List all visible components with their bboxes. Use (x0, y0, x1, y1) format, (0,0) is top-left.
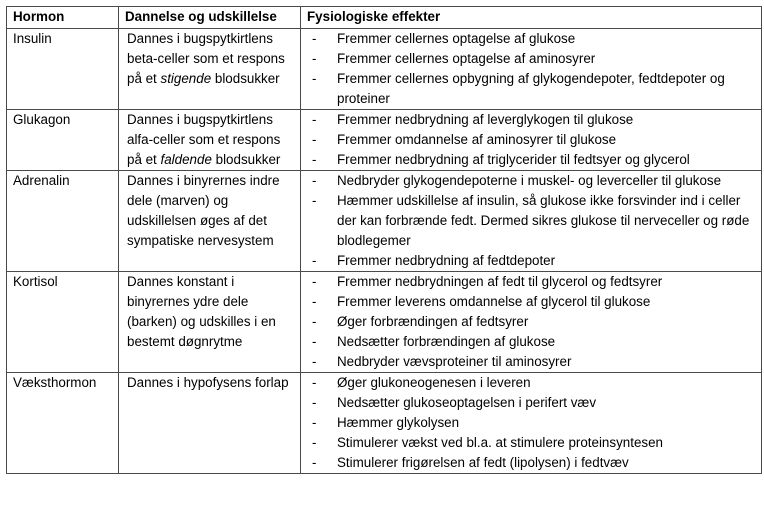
effects-list (307, 29, 755, 109)
list-item: - Øger glukoneogenesen i leveren (307, 373, 755, 393)
formation-text-part: Dannes konstant i binyrernes ydre dele (barken) og udskilles i en bestemt døgnrytme (127, 274, 276, 349)
formation-text (119, 110, 301, 171)
list-item: - Fremmer omdannelse af aminosyrer til glukose (307, 130, 755, 150)
list-item: - Nedsætter glukoseoptagelsen i perifert væv (307, 393, 755, 413)
hormone-table (6, 6, 762, 474)
list-item: - Stimulerer vækst ved bl.a. at stimulere proteinsyntesen (307, 433, 755, 453)
formation-text (119, 272, 301, 373)
formation-text (119, 373, 301, 474)
effects-list (307, 272, 755, 372)
header-formation: Dannelse og udskillelse (119, 7, 301, 29)
list-item: - Nedbryder vævsproteiner til aminosyrer (307, 352, 755, 372)
formation-text (119, 29, 301, 110)
list-item: - Fremmer nedbrydning af leverglykogen til glukose (307, 110, 755, 130)
header-row (7, 7, 762, 29)
effects-cell (301, 171, 762, 272)
effects-cell (301, 373, 762, 474)
table-row (7, 171, 762, 272)
header-effects: Fysiologiske effekter (301, 7, 762, 29)
list-item: - Fremmer nedbrydning af fedtdepoter (307, 251, 755, 271)
formation-emphasis: stigende (160, 71, 212, 86)
table-row (7, 272, 762, 373)
table-row (7, 373, 762, 474)
list-item: - Nedbryder glykogendepoterne i muskel- og leverceller til glukose (307, 171, 755, 191)
list-item: - Stimulerer frigørelsen af fedt (lipolysen) i fedtvæv (307, 453, 755, 473)
list-item: - Fremmer leverens omdannelse af glycerol til glukose (307, 292, 755, 312)
formation-text-part: blodsukker (211, 152, 281, 167)
formation-text-part: Dannes i hypofysens forlap (127, 375, 289, 390)
header-hormone: Hormon (7, 7, 119, 29)
hormone-name: Adrenalin (7, 171, 119, 272)
effects-list (307, 171, 755, 271)
list-item: - Fremmer cellernes optagelse af aminosyrer (307, 49, 755, 69)
effects-list (307, 110, 755, 170)
list-item: - Nedsætter forbrændingen af glukose (307, 332, 755, 352)
list-item: - Øger forbrændingen af fedtsyrer (307, 312, 755, 332)
effects-cell (301, 272, 762, 373)
list-item: - Fremmer nedbrydningen af fedt til glycerol og fedtsyrer (307, 272, 755, 292)
formation-text (119, 171, 301, 272)
effects-list (307, 373, 755, 473)
list-item: - Fremmer cellernes opbygning af glykogendepoter, fedtdepoter og proteiner (307, 69, 755, 109)
hormone-name: Insulin (7, 29, 119, 110)
effects-cell (301, 110, 762, 171)
list-item: - Hæmmer udskillelse af insulin, så glukose ikke forsvinder ind i celler der kan forbrænde fedt. Dermed sikres glukose til nerveceller og røde blodlegemer (307, 191, 755, 251)
formation-text-part: Dannes i bugspytkirtlens beta-celler som et respons på et (127, 31, 285, 86)
formation-emphasis: faldende (160, 152, 212, 167)
list-item: - Fremmer cellernes optagelse af glukose (307, 29, 755, 49)
list-item: - Hæmmer glykolysen (307, 413, 755, 433)
formation-text-part: Dannes i binyrernes indre dele (marven) og udskillelsen øges af det sympatiske nervesystem (127, 173, 280, 248)
table-row (7, 110, 762, 171)
formation-text-part: blodsukker (211, 71, 280, 86)
table-row (7, 29, 762, 110)
effects-cell (301, 29, 762, 110)
formation-text-part: Dannes i bugspytkirtlens alfa-celler som et respons på et (127, 112, 281, 167)
list-item: - Fremmer nedbrydning af triglycerider til fedtsyer og glycerol (307, 150, 755, 170)
hormone-name: Glukagon (7, 110, 119, 171)
hormone-name: Væksthormon (7, 373, 119, 474)
hormone-name: Kortisol (7, 272, 119, 373)
